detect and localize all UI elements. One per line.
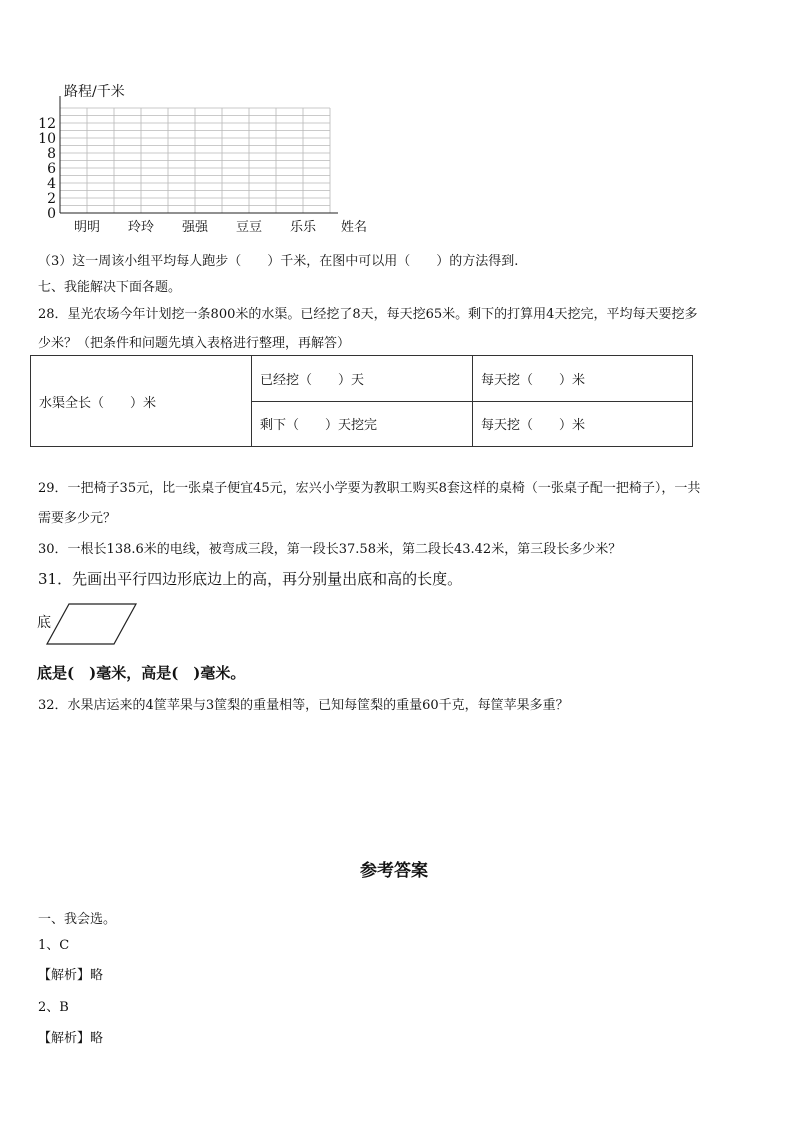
cell-total-length: 水渠全长（ ）米: [31, 356, 252, 447]
y-axis-label: 路程/千米: [64, 84, 125, 100]
question-27-3: （3）这一周该小组平均每人跑步（ ）千米，在图中可以用（ ）的方法得到.: [38, 254, 519, 269]
cell-per-day-1: 每天挖（ ）米: [473, 356, 693, 402]
y-tick-label: 6: [47, 161, 56, 177]
question-30: 30．一根长138.6米的电线，被弯成三段，第一段长37.58米，第二段长43.42米，第三段长多少米？: [38, 542, 622, 557]
question-29-line2: 需要多少元？: [38, 511, 117, 526]
cell-dug-days: 已经挖（ ）天: [252, 356, 473, 402]
y-tick-label: 4: [47, 176, 56, 192]
question-31: 31．先画出平行四边形底边上的高，再分别量出底和高的长度。: [38, 570, 463, 588]
question-28-line1: 28．星光农场今年计划挖一条800米的水渠。已经挖了8天，每天挖65米。剩下的打算用4天挖完，平均每天要挖多: [38, 307, 698, 322]
running-distance-chart: [30, 78, 380, 238]
answers-section-1: 一、我会选。: [38, 912, 117, 927]
chart-grid: [60, 108, 330, 213]
x-category-label: 明明: [73, 220, 101, 235]
y-tick-label: 2: [47, 191, 56, 207]
y-tick-label: 8: [47, 146, 56, 162]
x-category-label: 玲玲: [127, 220, 155, 235]
x-axis-label: 姓名: [341, 220, 368, 235]
answer-1: 1、C: [38, 938, 70, 953]
answers-title: 参考答案: [360, 861, 428, 881]
cell-remain-days: 剩下（ ）天挖完: [252, 401, 473, 447]
y-tick-label: 12: [38, 116, 56, 132]
question-32: 32．水果店运来的4筐苹果与3筐梨的重量相等，已知每筐梨的重量60千克，每筐苹果多重？: [38, 698, 569, 713]
question-31-answer: 底是( )毫米，高是( )毫米。: [37, 664, 246, 682]
parallelogram-figure: [44, 600, 140, 648]
x-category-label: 豆豆: [235, 220, 263, 235]
question-29-line1: 29．一把椅子35元，比一张桌子便宜45元，宏兴小学要为教职工购买8套这样的桌椅（一张桌子配一把椅子），一共: [38, 481, 701, 496]
y-tick-label: 0: [47, 206, 56, 222]
answer-2: 2、B: [38, 1000, 69, 1015]
chart-axes: [60, 96, 338, 213]
x-category-label: 强强: [181, 220, 209, 235]
section-7-heading: 七、我能解决下面各题。: [38, 280, 182, 295]
question-28-line2: 少米？（把条件和问题先填入表格进行整理，再解答）: [38, 336, 351, 351]
x-category-labels: [74, 220, 317, 235]
base-label: 底: [37, 615, 51, 631]
question-28-table: [30, 355, 693, 447]
cell-per-day-2: 每天挖（ ）米: [473, 401, 693, 447]
y-tick-labels: [38, 116, 56, 222]
answer-2-note: 【解析】略: [38, 1031, 104, 1046]
x-category-label: 乐乐: [289, 220, 317, 235]
y-tick-label: 10: [38, 131, 56, 147]
answer-1-note: 【解析】略: [38, 968, 104, 983]
